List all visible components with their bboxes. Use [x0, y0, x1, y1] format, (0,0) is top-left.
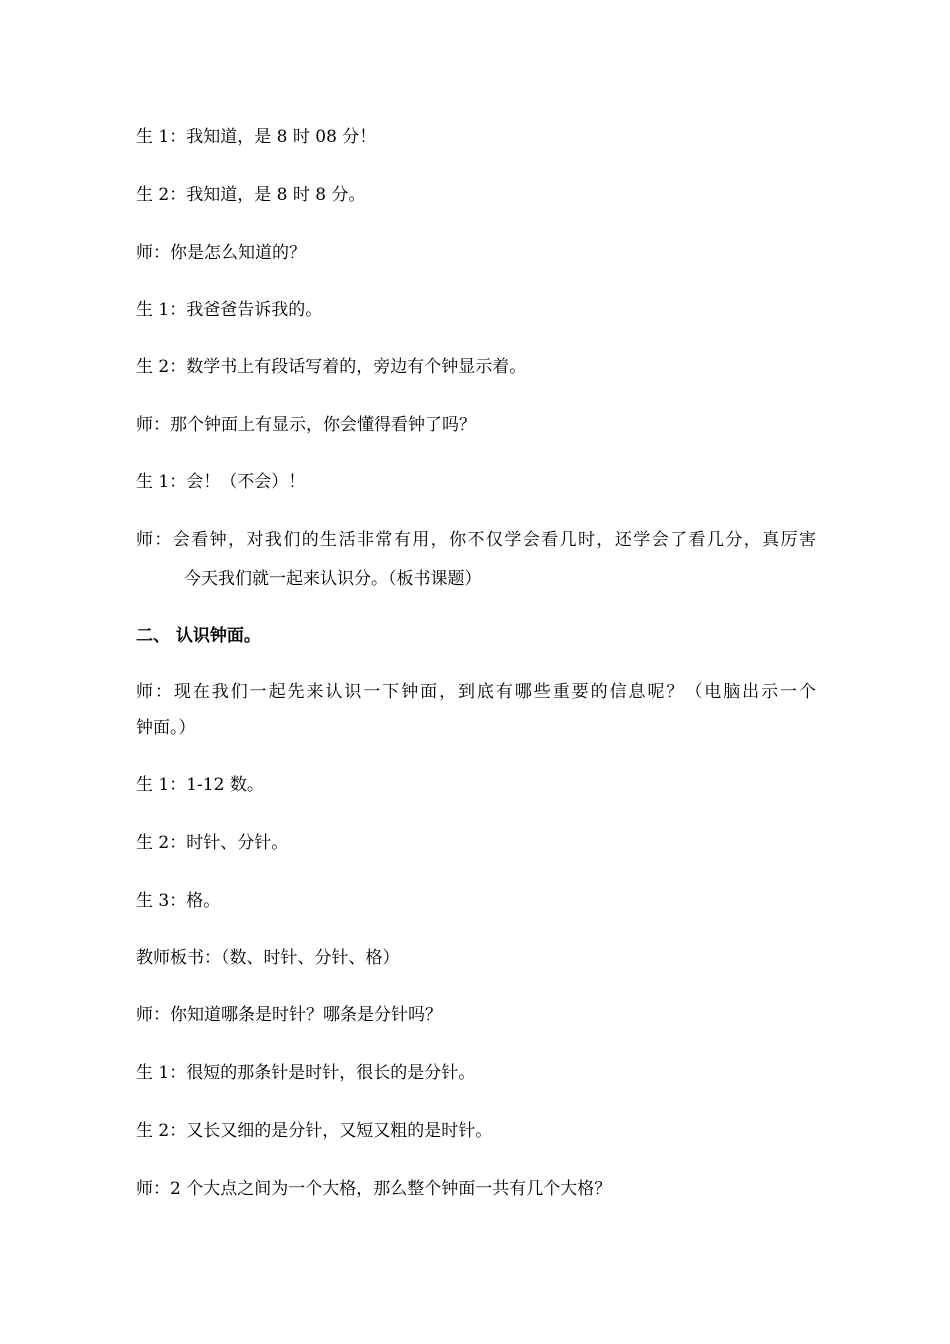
section-heading: 二、 认识钟面。 — [136, 626, 261, 646]
dialogue-line: 生 2：我知道，是 8 时 8 分。 — [136, 185, 366, 205]
dialogue-line: 生 2：又长又细的是分针，又短又粗的是时针。 — [136, 1121, 493, 1141]
dialogue-line: 生 1：我知道，是 8 时 08 分！ — [136, 127, 377, 147]
dialogue-line: 生 3：格。 — [136, 891, 221, 911]
dialogue-line: 生 1：很短的那条针是时针，很长的是分针。 — [136, 1063, 476, 1083]
dialogue-line: 师：你是怎么知道的？ — [136, 243, 306, 263]
dialogue-line: 师：现在我们一起先来认识一下钟面，到底有哪些重要的信息呢？（电脑出示一个 — [136, 682, 816, 702]
dialogue-line: 师：2 个大点之间为一个大格，那么整个钟面一共有几个大格？ — [136, 1179, 612, 1199]
dialogue-line: 师：会看钟，对我们的生活非常有用，你不仅学会看几时，还学会了看几分，真厉害 — [136, 530, 816, 550]
dialogue-line: 生 1：会！（不会）！ — [136, 472, 306, 492]
dialogue-line: 生 1：我爸爸告诉我的。 — [136, 300, 323, 320]
dialogue-line: 教师板书：（数、时针、分针、格） — [136, 948, 400, 968]
dialogue-line: 生 2：时针、分针。 — [136, 833, 289, 853]
dialogue-line: 师：那个钟面上有显示，你会懂得看钟了吗？ — [136, 415, 476, 435]
dialogue-line: 生 1：1-12 数。 — [136, 775, 264, 795]
dialogue-line-continued: 今天我们就一起来认识分。（板书课题） — [184, 569, 482, 589]
dialogue-line: 生 2：数学书上有段话写着的，旁边有个钟显示着。 — [136, 357, 527, 377]
dialogue-line-continued: 钟面。） — [136, 718, 196, 738]
dialogue-line: 师：你知道哪条是时针？哪条是分针吗？ — [136, 1005, 442, 1025]
